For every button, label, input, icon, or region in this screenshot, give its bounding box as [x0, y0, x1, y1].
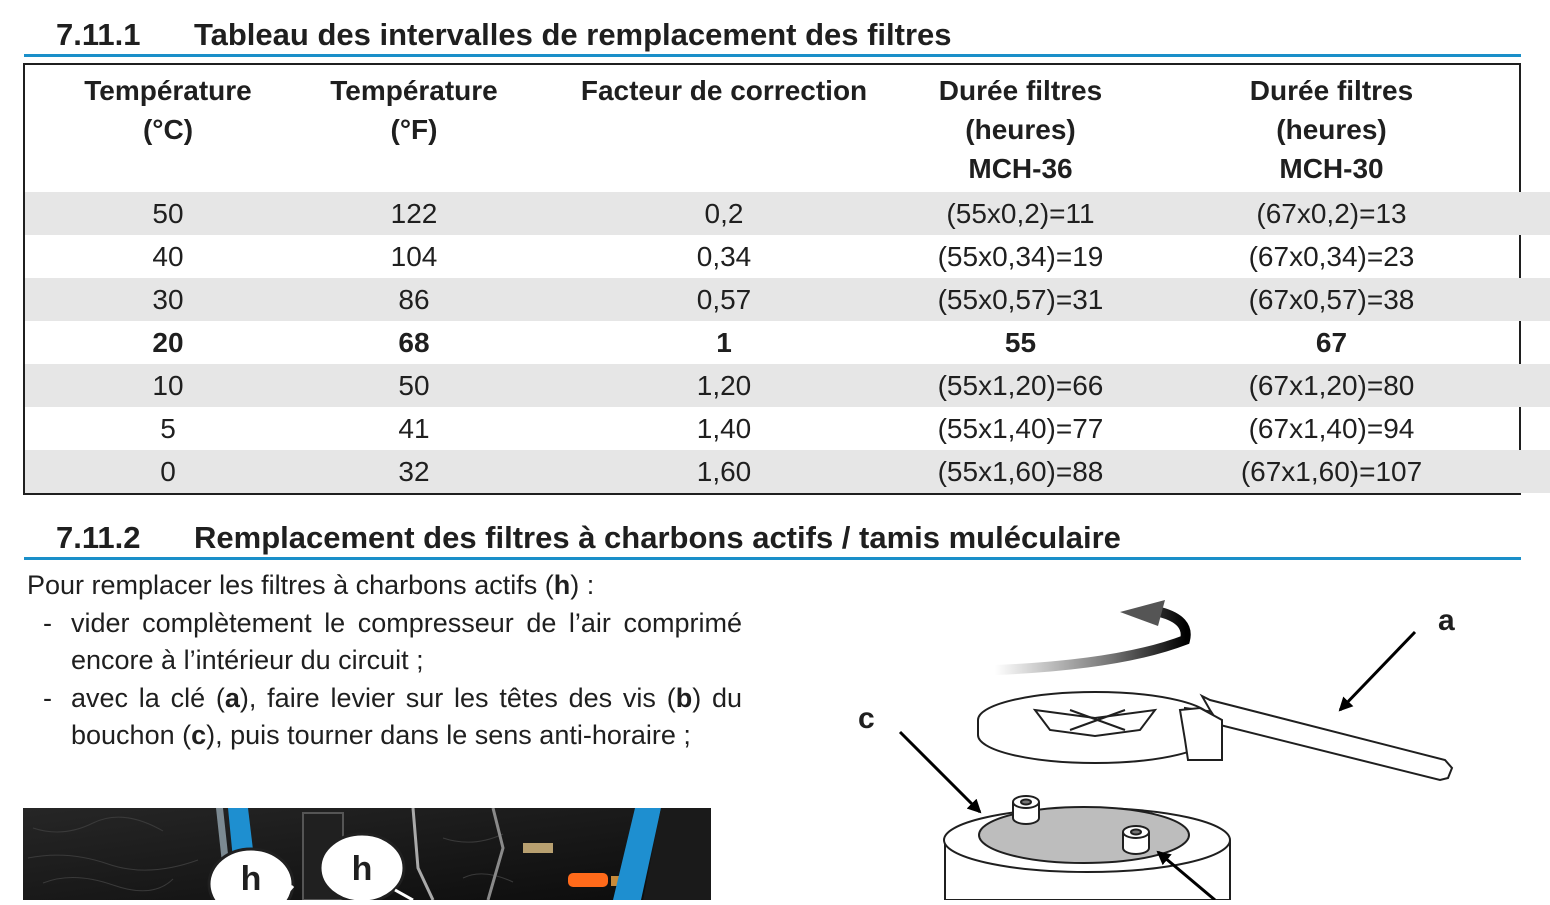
table-cell: 32	[311, 450, 517, 493]
table-cell: 10	[25, 364, 311, 407]
table-cell: 122	[311, 192, 517, 235]
table-cell: 68	[398, 326, 430, 358]
table-cell: 5	[160, 412, 176, 444]
table-header-row	[25, 65, 1550, 192]
table-cell: 55	[1004, 326, 1037, 358]
instructions-list	[27, 605, 742, 755]
table-cell: 50	[311, 364, 517, 407]
column-header: Durée filtres (heures) MCH-30	[1249, 75, 1414, 184]
table-cell: (67x0,2)=13	[1110, 192, 1550, 235]
label-c: c	[858, 702, 875, 735]
filter-canister	[944, 796, 1230, 900]
table-cell: (67x0,57)=38	[1110, 278, 1550, 321]
table-cell: 86	[311, 278, 517, 321]
table-cell: 1,60	[517, 450, 931, 493]
section-number: 7.11.1	[56, 17, 141, 52]
table-cell: 104	[390, 240, 438, 272]
section-title: Remplacement des filtres à charbons actifs / tamis muléculaire	[194, 520, 1121, 555]
compressor-photo	[23, 808, 711, 900]
table-cell: 0,34	[696, 240, 752, 272]
table-cell: 1,20	[517, 364, 931, 407]
table-cell: 41	[398, 412, 430, 444]
table-cell: (55x1,60)=88	[931, 450, 1110, 493]
table-row	[25, 278, 1550, 321]
table-cell: 1,40	[696, 412, 752, 444]
list-item: - vider complètement le compresseur de l’air comprimé encore à l’intérieur du circuit ;	[43, 607, 742, 675]
cap-screw	[1013, 796, 1039, 824]
column-header: Température (°C)	[84, 75, 252, 145]
table-cell: (55x0,57)=31	[931, 278, 1110, 321]
table-cell: (67x1,60)=107	[1110, 450, 1550, 493]
pointer-arrow-a	[1340, 632, 1415, 710]
column-header: Facteur de correction	[580, 75, 868, 106]
table-row-reference	[25, 321, 1550, 364]
table-cell: 0	[25, 450, 311, 493]
table-cell: 1	[716, 326, 732, 358]
table-cell: (55x0,34)=19	[937, 240, 1104, 272]
table-cell: 0,57	[517, 278, 931, 321]
table-row	[25, 192, 1550, 235]
list-item: - avec la clé (a), faire levier sur les têtes des vis (b) du bouchon (c), puis tourner dans le sens anti-horaire ;	[43, 682, 742, 750]
section-heading-7-11-2	[24, 520, 1521, 560]
table-cell: 0,2	[517, 192, 931, 235]
table-cell: (67x1,20)=80	[1110, 364, 1550, 407]
table-cell: 67	[1315, 326, 1348, 358]
pointer-arrow-c	[900, 732, 980, 812]
cap-screw	[1123, 826, 1149, 854]
table-cell: 40	[152, 240, 184, 272]
column-header: Durée filtres (heures) MCH-36	[938, 75, 1103, 184]
table-cell: (55x0,2)=11	[931, 192, 1110, 235]
instructions-text	[27, 567, 742, 755]
label-h: h	[351, 850, 373, 888]
instructions-intro: Pour remplacer les filtres à charbons actifs (h) :	[27, 570, 595, 600]
filter-interval-table	[23, 63, 1521, 495]
table-cell: 50	[25, 192, 311, 235]
section-title: Tableau des intervalles de remplacement des filtres	[194, 17, 952, 52]
wrench-key	[978, 692, 1452, 780]
filter-cap	[979, 807, 1189, 863]
table-cell: (67x1,40)=94	[1248, 412, 1415, 444]
table-row	[25, 364, 1550, 407]
table-cell: (55x1,20)=66	[931, 364, 1110, 407]
label-h: h	[240, 860, 262, 898]
table-row	[25, 235, 1550, 278]
section-number: 7.11.2	[56, 520, 141, 555]
table-cell: (67x0,34)=23	[1248, 240, 1415, 272]
table-cell: (55x1,40)=77	[937, 412, 1104, 444]
table-row	[25, 407, 1550, 450]
column-header: Température (°F)	[330, 75, 498, 145]
table-cell: 20	[152, 326, 184, 358]
table-row	[25, 450, 1550, 493]
filter-key-diagram	[840, 560, 1500, 905]
section-heading-7-11-1	[24, 17, 1521, 57]
label-a: a	[1438, 604, 1455, 637]
table-cell: 30	[25, 278, 311, 321]
